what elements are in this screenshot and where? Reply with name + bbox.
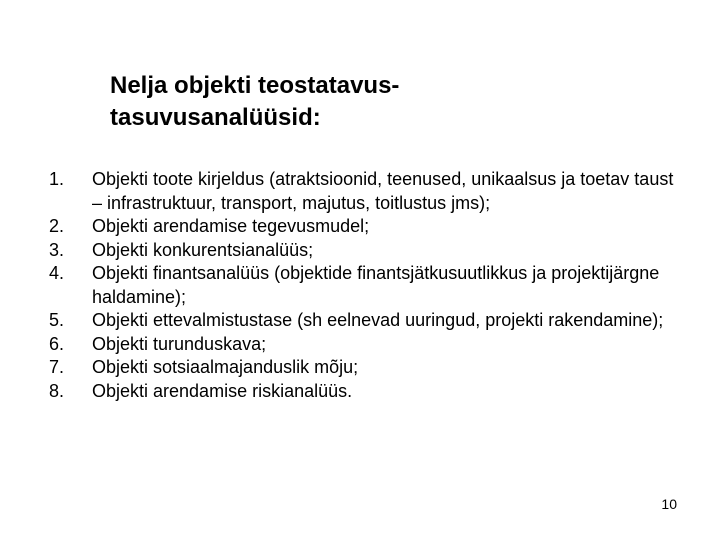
list-item [42,168,682,215]
list-item-number: 8. [48,380,64,401]
list-item-number: 3. [48,239,64,260]
list-item-text: Objekti arendamise riskianalüüs. [92,380,353,401]
list-item [42,239,682,263]
list-item-text: Objekti finantsanalüüs (objektide finantsjätkusuutlikkus ja projektijärgne haldamine); [92,263,660,307]
list-item [42,380,682,404]
list-item [42,262,682,309]
list-item-number: 7. [48,357,64,377]
list-item [42,356,682,380]
list-item-text: Objekti toote kirjeldus (atraktsioonid, teenused, unikaalsus ja toetav taust – infrastruktuur, transport, majutus, toitlustus jms); [92,169,674,213]
list-item [42,333,682,357]
list-item-text: Objekti arendamise tegevusmudel; [92,216,370,236]
list-item [42,215,682,239]
list-item-text: Objekti turunduskava; [92,333,267,354]
list-item-text: Objekti ettevalmistustase (sh eelnevad uuringud, projekti rakendamine); [92,310,664,330]
list-item-number: 2. [48,216,64,236]
slide-title [110,70,570,134]
page-number: 10 [661,496,677,512]
list-item-number: 4. [48,263,64,283]
list-item [42,309,682,333]
list-item-number: 1. [48,169,64,189]
list-item-text: Objekti konkurentsianalüüs; [92,239,314,260]
slide-title-line-1: Nelja objekti teostatavus- [110,72,400,99]
list-item-text: Objekti sotsiaalmajanduslik mõju; [92,357,359,377]
list-item-number: 6. [48,333,64,354]
numbered-list [42,168,682,403]
slide-title-line-2: tasuvusanalüüsid: [110,104,321,131]
list-item-number: 5. [48,310,64,330]
